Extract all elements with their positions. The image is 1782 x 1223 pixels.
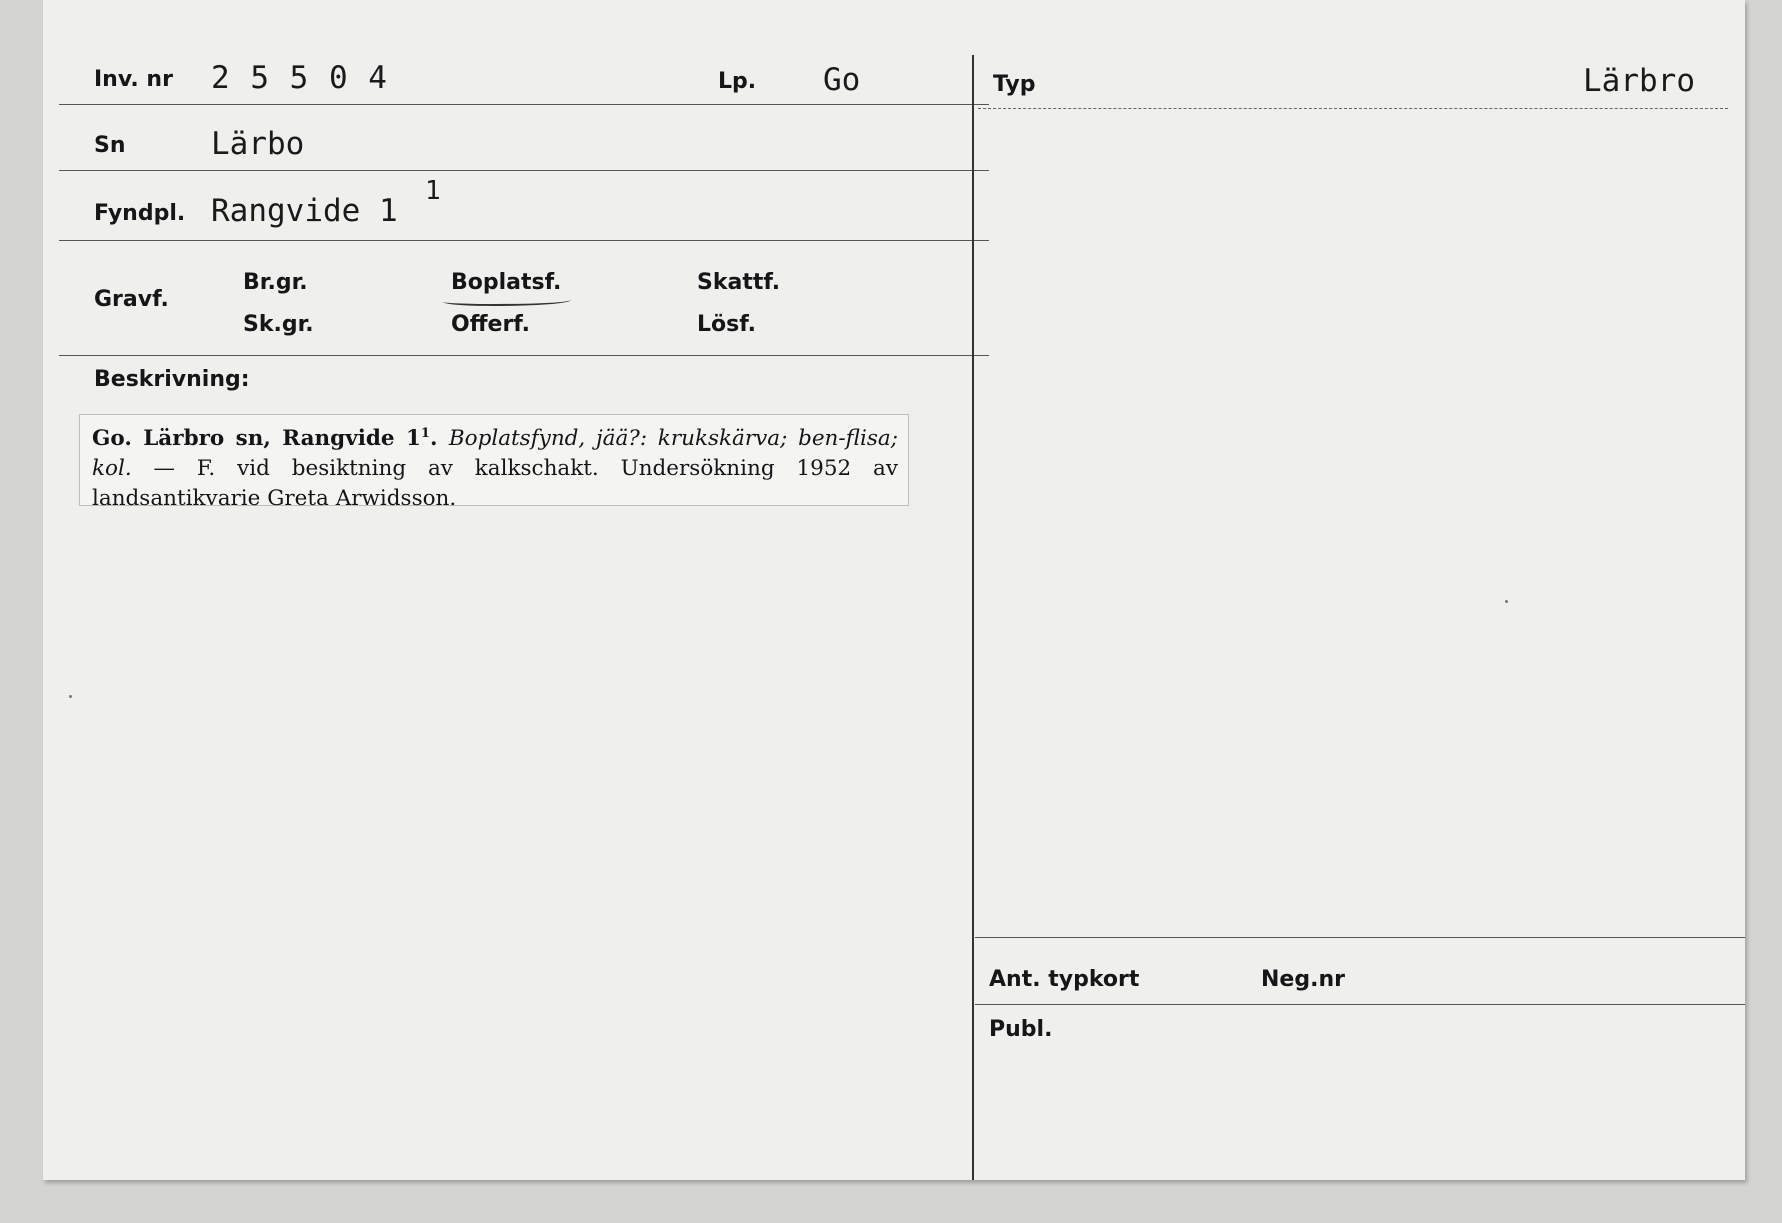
divider-2 (59, 170, 989, 171)
sn-label: Sn (94, 133, 126, 158)
description-italic: Boplatsfynd, jää?: krukskärva; ben-flisa; kol. (92, 426, 898, 482)
description-lead: Go. Lärbro sn, Rangvide 1 (92, 426, 421, 452)
description-rest: — F. vid besiktning av kalkschakt. Undersökning 1952 av landsantikvarie Greta Arwidsson. (92, 456, 898, 512)
fyndpl-label: Fyndpl. (94, 201, 186, 226)
footer-divider-2 (975, 1004, 1745, 1005)
publ-label: Publ. (989, 1017, 1053, 1042)
boplatsf-handwritten-underline (443, 296, 571, 306)
gravf-label: Gravf. (94, 287, 169, 312)
fyndpl-superscript: 1 (425, 176, 441, 206)
divider-3 (59, 240, 989, 241)
divider-4 (59, 355, 989, 356)
description-lead-end: . (429, 426, 449, 452)
column-divider (972, 55, 974, 1180)
paper-speck (69, 695, 72, 698)
beskrivning-label: Beskrivning: (94, 367, 250, 392)
inv-nr-label: Inv. nr (94, 67, 173, 92)
divider-1 (59, 104, 989, 105)
typ-divider (978, 108, 1728, 109)
lp-label: Lp. (718, 69, 757, 94)
typ-label: Typ (993, 72, 1036, 97)
fyndpl-value: Rangvide 1 (211, 193, 398, 229)
boplatsf-label: Boplatsf. (451, 270, 562, 295)
offerf-label: Offerf. (451, 312, 531, 337)
paper-speck (1505, 600, 1508, 603)
ant-typkort-label: Ant. typkort (989, 967, 1140, 992)
description-slip (79, 414, 909, 512)
lp-value: Go (823, 62, 861, 98)
inv-nr-value: 2 5 5 0 4 (211, 60, 388, 96)
skattf-label: Skattf. (697, 270, 781, 295)
sn-value: Lärbo (211, 126, 305, 162)
brgr-label: Br.gr. (243, 270, 308, 295)
catalog-card (43, 0, 1745, 1180)
losf-label: Lösf. (697, 312, 756, 337)
footer-divider-1 (975, 937, 1745, 938)
neg-nr-label: Neg.nr (1261, 967, 1345, 992)
description-lead-superscript: 1 (420, 426, 430, 441)
typ-value: Lärbro (1583, 63, 1695, 99)
skgr-label: Sk.gr. (243, 312, 314, 337)
